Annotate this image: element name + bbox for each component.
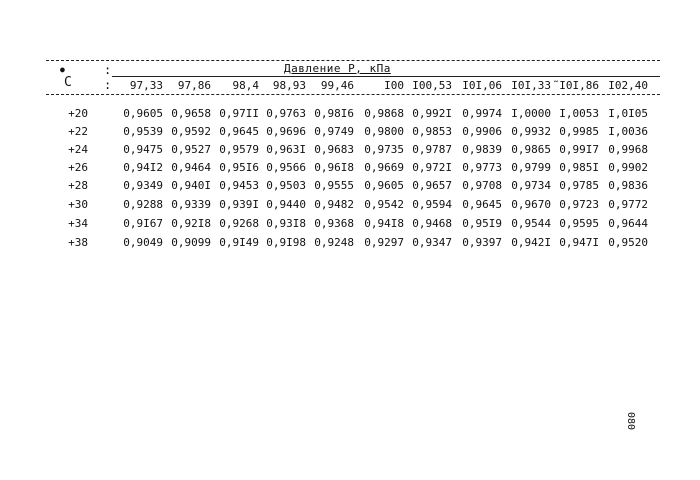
column-separator: :	[104, 78, 112, 92]
table-cell: 0,9592	[171, 125, 211, 138]
table-top-rule	[46, 60, 660, 61]
column-separator: :	[104, 63, 112, 77]
table-cell: 0,99I7	[559, 143, 599, 156]
table-cell: 0,9544	[511, 217, 551, 230]
table-cell: 0,9503	[266, 179, 306, 192]
table-cell: 0,9800	[364, 125, 404, 138]
table-cell: 0,9I67	[123, 217, 163, 230]
table-cell: 0,9932	[511, 125, 551, 138]
table-cell: 0,9658	[171, 107, 211, 120]
table-cell: 0,9049	[123, 236, 163, 249]
table-cell: 0,9839	[462, 143, 502, 156]
table-cell: 0,9902	[608, 161, 648, 174]
table-cell: 0,9683	[314, 143, 354, 156]
table-cell: 0,9579	[219, 143, 259, 156]
table-cell: 0,95I6	[219, 161, 259, 174]
temperature-unit-label: С	[64, 75, 72, 90]
table-cell: 0,93I8	[266, 217, 306, 230]
table-cell: 0,94I2	[123, 161, 163, 174]
table-cell: 0,9468	[412, 217, 452, 230]
table-cell: 0,9865	[511, 143, 551, 156]
table-cell: 0,9268	[219, 217, 259, 230]
table-cell: 0,9595	[559, 217, 599, 230]
table-cell: 0,9735	[364, 143, 404, 156]
pressure-column-header: ˜I0I,86	[552, 79, 599, 92]
pressure-column-header: 98,4	[232, 79, 259, 92]
table-cell: 0,9566	[266, 161, 306, 174]
table-cell: 0,9248	[314, 236, 354, 249]
table-cell: 0,9555	[314, 179, 354, 192]
table-cell: 0,9906	[462, 125, 502, 138]
temperature-cell: +30	[68, 198, 88, 211]
table-cell: 0,972I	[412, 161, 452, 174]
table-cell: I,0036	[608, 125, 648, 138]
pressure-column-header: 97,33	[129, 79, 163, 92]
pressure-column-header: 97,86	[177, 79, 211, 92]
table-cell: 0,9670	[511, 198, 551, 211]
table-cell: 0,9723	[559, 198, 599, 211]
table-cell: 0,97II	[219, 107, 259, 120]
table-header-rule	[46, 94, 660, 95]
table-cell: 0,9763	[266, 107, 306, 120]
table-cell: 0,9I98	[266, 236, 306, 249]
table-cell: 0,94I8	[364, 217, 404, 230]
table-cell: 0,98I6	[314, 107, 354, 120]
table-cell: 0,9440	[266, 198, 306, 211]
temperature-cell: +34	[68, 217, 88, 230]
table-cell: 0,9464	[171, 161, 211, 174]
temperature-cell: +20	[68, 107, 88, 120]
table-cell: 0,9645	[219, 125, 259, 138]
pressure-column-header: I00	[384, 79, 404, 92]
table-cell: 0,9772	[608, 198, 648, 211]
pressure-column-header: 99,46	[320, 79, 354, 92]
table-cell: 0,9968	[608, 143, 648, 156]
table-cell: I,0053	[559, 107, 599, 120]
table-cell: 0,9288	[123, 198, 163, 211]
degree-symbol: ●	[60, 65, 65, 74]
table-cell: 0,9368	[314, 217, 354, 230]
table-cell: 0,9453	[219, 179, 259, 192]
table-cell: 0,9099	[171, 236, 211, 249]
pressure-column-header: 98,93	[272, 79, 306, 92]
table-cell: 0,940I	[171, 179, 211, 192]
pressure-header-title: Давление P, кПа	[284, 62, 391, 75]
table-cell: 0,9696	[266, 125, 306, 138]
pressure-column-header: I0I,33	[511, 79, 551, 92]
table-cell: 0,9482	[314, 198, 354, 211]
table-cell: 0,9853	[412, 125, 452, 138]
pressure-column-header: I02,40	[608, 79, 648, 92]
table-cell: 0,9339	[171, 198, 211, 211]
table-cell: I,0I05	[608, 107, 648, 120]
pressure-column-header: I00,53	[412, 79, 452, 92]
temperature-cell: +26	[68, 161, 88, 174]
table-cell: 0,992I	[412, 107, 452, 120]
table-cell: 0,985I	[559, 161, 599, 174]
table-cell: 0,9708	[462, 179, 502, 192]
table-cell: 0,942I	[511, 236, 551, 249]
table-cell: 0,9542	[364, 198, 404, 211]
table-cell: 0,9539	[123, 125, 163, 138]
table-cell: 0,9734	[511, 179, 551, 192]
table-cell: 0,9644	[608, 217, 648, 230]
table-cell: 0,9475	[123, 143, 163, 156]
temperature-cell: +22	[68, 125, 88, 138]
temperature-cell: +24	[68, 143, 88, 156]
table-cell: 0,9397	[462, 236, 502, 249]
table-cell: 0,939I	[219, 198, 259, 211]
table-cell: 0,9605	[123, 107, 163, 120]
table-cell: 0,9773	[462, 161, 502, 174]
pressure-column-header: I0I,06	[462, 79, 502, 92]
table-cell: 0,9669	[364, 161, 404, 174]
table-cell: 0,9657	[412, 179, 452, 192]
table-cell: 0,9985	[559, 125, 599, 138]
table-cell: 0,9347	[412, 236, 452, 249]
table-cell: 0,9594	[412, 198, 452, 211]
table-cell: 0,9868	[364, 107, 404, 120]
table-cell: 0,9645	[462, 198, 502, 211]
table-cell: I,0000	[511, 107, 551, 120]
table-cell: 0,947I	[559, 236, 599, 249]
table-cell: 0,9836	[608, 179, 648, 192]
table-cell: 0,9785	[559, 179, 599, 192]
temperature-cell: +38	[68, 236, 88, 249]
table-cell: 0,9787	[412, 143, 452, 156]
table-cell: 0,9520	[608, 236, 648, 249]
table-cell: 0,9349	[123, 179, 163, 192]
table-cell: 0,9749	[314, 125, 354, 138]
table-cell: 0,96I8	[314, 161, 354, 174]
table-cell: 0,9799	[511, 161, 551, 174]
table-cell: 0,9605	[364, 179, 404, 192]
table-cell: 0,963I	[266, 143, 306, 156]
table-cell: 0,92I8	[171, 217, 211, 230]
table-cell: 0,9297	[364, 236, 404, 249]
table-cell: 0,9527	[171, 143, 211, 156]
table-cell: 0,9974	[462, 107, 502, 120]
temperature-cell: +28	[68, 179, 88, 192]
table-cell: 0,9I49	[219, 236, 259, 249]
table-cell: 0,95I9	[462, 217, 502, 230]
pressure-header-rule	[112, 76, 660, 77]
page-number-stamp: 080	[625, 412, 636, 431]
